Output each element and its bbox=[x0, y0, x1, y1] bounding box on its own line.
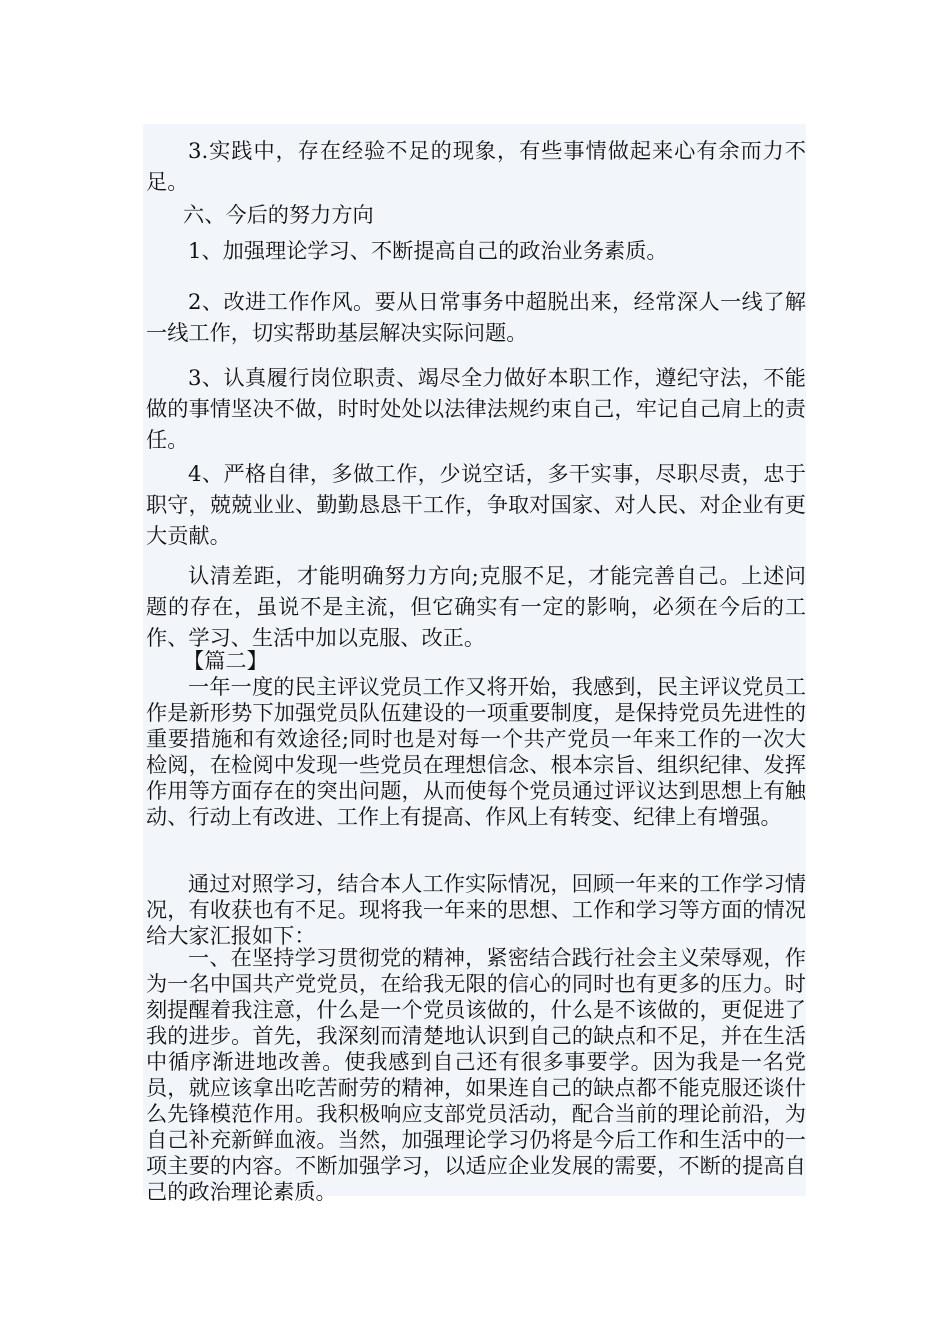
list-item-2: 2、改进工作作风。要从日常事务中超脱出来，经常深人一线了解一线工作，切实帮助基层解决实际问题。 bbox=[146, 289, 806, 345]
list-item-1: 1、加强理论学习、不断提高自己的政治业务素质。 bbox=[188, 238, 668, 263]
paragraph-conclusion: 认清差距，才能明确努力方向;克服不足，才能完善自己。上述问题的存在，虽说不是主流，但它确实有一定的影响，必须在今后的工作、学习、生活中加以克服、改正。 bbox=[146, 563, 806, 650]
paragraph-practice-shortfall: 3.实践中，存在经验不足的现象，有些事情做起来心有余而力不足。 bbox=[146, 138, 806, 194]
list-item-3: 3、认真履行岗位职责、竭尽全力做好本职工作，遵纪守法，不能做的事情坚决不做，时时处处以法律法规约束自己，牢记自己肩上的责任。 bbox=[146, 365, 806, 452]
section-heading-part-two: 【篇二】 bbox=[183, 648, 268, 673]
paragraph-intro: 一年一度的民主评议党员工作又将开始，我感到，民主评议党员工作是新形势下加强党员队伍建设的一项重要制度，是保持党员先进性的重要措施和有效途径;同时也是对每一个共产党员一年来工作的一次大检阅，在检阅中发现一些党员在理想信念、根本宗旨、组织纪律、发挥作用等方面存在的突出问题，从而使每个党员通过评议达到思想上有触动、行动上有改进、工作上有提高、作风上有转变、纪律上有增强。 bbox=[146, 674, 806, 829]
list-item-4: 4、严格自律，多做工作，少说空话，多干实事，尽职尽责，忠于职守，兢兢业业、勤勤恳恳干工作，争取对国家、对人民、对企业有更大贡献。 bbox=[146, 461, 806, 548]
paragraph-point-one: 一、在坚持学习贯彻党的精神，紧密结合践行社会主义荣辱观，作为一名中国共产党党员，在给我无限的信心的同时也有更多的压力。时刻提醒着我注意，什么是一个党员该做的，什么是不该做的，更促进了我的进步。首先，我深刻而清楚地认识到自己的缺点和不足，并在生活中循序渐进地改善。使我感到自己还有很多事要学。因为我是一名党员，就应该拿出吃苦耐劳的精神，如果连自己的缺点都不能克服还谈什么先锋模范作用。我积极响应支部党员活动，配合当前的理论前沿，为自己补充新鲜血液。当然，加强理论学习仍将是今后工作和生活中的一项主要的内容。不断加强学习，以适应企业发展的需要，不断的提高自己的政治理论素质。 bbox=[146, 945, 806, 1204]
heading-future-direction: 六、今后的努力方向 bbox=[183, 202, 374, 227]
paragraph-report: 通过对照学习，结合本人工作实际情况，回顾一年来的工作学习情况，有收获也有不足。现将我一年来的思想、工作和学习等方面的情况给大家汇报如下： bbox=[146, 871, 806, 948]
